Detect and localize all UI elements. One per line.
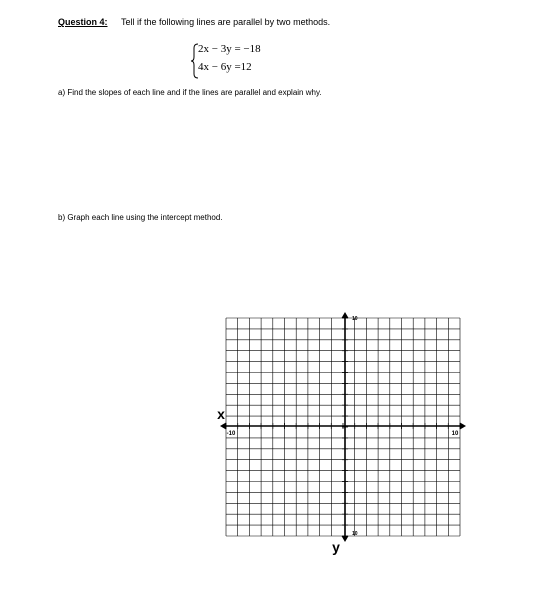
x-min-tick-label: -10 (226, 431, 236, 437)
question-header (58, 17, 330, 27)
question-prompt: Tell if the following lines are parallel by two methods. (121, 17, 331, 27)
coordinate-grid-svg (212, 308, 468, 558)
part-b-instruction: b) Graph each line using the intercept method. (58, 213, 223, 222)
y-min-tick-label: 10 (352, 531, 358, 537)
x-axis-arrow-right (460, 423, 466, 430)
y-axis-arrow-up (342, 312, 349, 318)
question-label: Question 4: (58, 17, 108, 27)
coordinate-grid (212, 308, 468, 558)
equation-2: 4x − 6y =12 (198, 61, 252, 73)
x-axis-arrow-left (220, 423, 226, 430)
grid-lines (226, 318, 460, 536)
y-axis-arrow-down (342, 536, 349, 542)
part-a-instruction: a) Find the slopes of each line and if the lines are parallel and explain why. (58, 88, 322, 97)
x-max-tick-label: 10 (451, 431, 459, 437)
y-max-tick-label: 10 (352, 316, 358, 322)
equation-1: 2x − 3y = −18 (198, 43, 261, 55)
x-axis-label: x (217, 406, 225, 422)
equation-system (190, 43, 280, 79)
y-axis-label: y (332, 539, 340, 555)
